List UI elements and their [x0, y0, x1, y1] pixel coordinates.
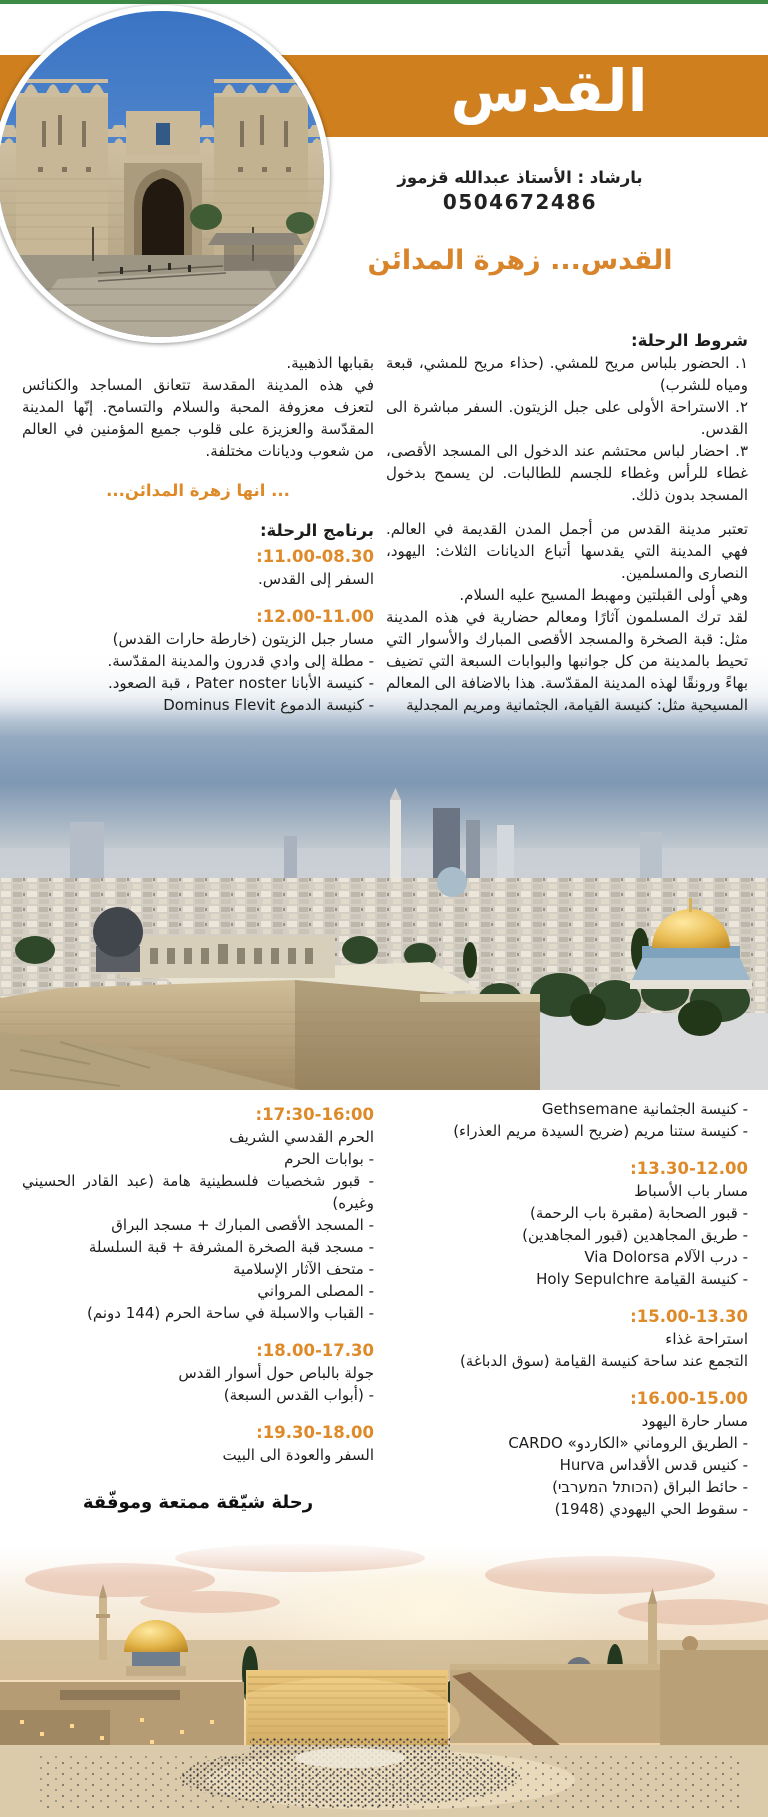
program-line: - متحف الآثار الإسلامية — [232, 1260, 374, 1278]
program-line: - الطريق الروماني «الكاردو» CARDO — [508, 1434, 748, 1452]
western-wall-photo — [0, 1540, 768, 1817]
conditions-heading: شروط الرحلة: — [631, 331, 748, 350]
condition-item: ٢. الاستراحة الأولى على جبل الزيتون. السفر مباشرة الى القدس. — [386, 398, 748, 438]
contact-block — [395, 168, 645, 214]
program-line: - كنيسة ستنا مريم (ضريح السيدة مريم العذراء) — [453, 1122, 748, 1140]
program-column — [22, 352, 374, 716]
program-line: مسار باب الأسباط — [634, 1182, 748, 1200]
program-line: التجمع عند ساحة كنيسة القيامة (سوق الدباغة) — [459, 1352, 748, 1370]
program-line: - مسجد قبة الصخرة المشرفة + قبة السلسلة — [88, 1238, 374, 1256]
segment-time: 11.00-08.30: — [256, 547, 374, 566]
segment-time: 13.30-12.00: — [630, 1159, 748, 1178]
segment-time: 19.30-18.00: — [256, 1423, 374, 1442]
program-line: - المسجد الأقصى المبارك + مسجد البراق — [111, 1216, 374, 1234]
program-line: - القباب والاسبلة في ساحة الحرم (144 دونم) — [87, 1304, 374, 1322]
program-column-lower-right — [386, 1098, 748, 1520]
program-line: - قبور الصحابة (مقبرة باب الرحمة) — [529, 1204, 748, 1222]
program-line: - كنيسة الأبانا Pater noster ، قبة الصعود. — [107, 674, 374, 692]
segment-time: 16.00-15.00: — [630, 1389, 748, 1408]
program-line: - سقوط الحي اليهودي (1948) — [554, 1500, 748, 1518]
page-title: القدس — [450, 57, 648, 125]
flower-of-cities-line: ... انها زهرة المدائن... — [106, 481, 290, 500]
about-paragraph: في هذه المدينة المقدسة تتعانق المساجد والكنائس لتعزف معزوفة المحبة والسلام والتسامح. إنّها المدينة المقدّسة والعزيزة على قلوب جميع المؤمنين في العالم من شعوب وديانات مختلفة. — [22, 376, 374, 460]
segment-time: 15.00-13.30: — [630, 1307, 748, 1326]
closing-wish-line: رحلة شيّقة ممتعة وموفّقة — [82, 1492, 314, 1513]
guide-name: بارشاد : الأستاذ عبدالله قزموز — [397, 168, 643, 187]
about-paragraph: وهي أولى القبلتين ومهبط المسيح عليه السلام. — [459, 586, 748, 604]
flyer-subtitle: القدس... زهرة المدائن — [367, 245, 673, 276]
program-line: استراحة غذاء — [665, 1330, 748, 1348]
about-paragraph: تعتبر مدينة القدس من أجمل المدن القديمة في العالم. فهي المدينة التي يقدسها أتباع الديانات الثلاث: اليهود، النصارى والمسلمين. — [386, 520, 748, 582]
segment-time: 17:30-16:00: — [255, 1105, 374, 1124]
about-paragraph: لقد ترك المسلمون آثارًا ومعالم حضارية في هذه المدينة مثل: قبة الصخرة والمسجد الأقصى المبارك والأسوار التي تحيط بالمدينة من كل جوانبها والبوابات السبعة التي تضيف بهاءً ورونقًا لهذه المدينة المقدّسة. هذا بالاضافة الى المعالم المسيحية مثل: كنيسة القيامة، الجثمانية ومريم المجدلية — [386, 608, 748, 714]
program-segment — [386, 1388, 748, 1520]
conditions-column — [386, 330, 748, 716]
program-line: الحرم القدسي الشريف — [229, 1128, 374, 1146]
program-line: - كنيسة الدموع Dominus Flevit — [163, 696, 374, 714]
program-line: - المصلى المرواني — [257, 1282, 374, 1300]
program-segment — [22, 546, 374, 590]
condition-item: ١. الحضور بلباس مريح للمشي. (حذاء مريح للمشي، قبعة ومياه للشرب) — [386, 354, 748, 394]
guide-phone: 0504672486 — [442, 190, 598, 214]
program-line: - بوابات الحرم — [284, 1150, 374, 1168]
damascus-gate-photo — [0, 5, 330, 343]
program-segment — [22, 1104, 374, 1324]
program-line: السفر والعودة الى البيت — [222, 1446, 374, 1464]
program-line: - درب الآلام Via Dolorsa — [584, 1248, 748, 1266]
program-column-lower-left — [22, 1104, 374, 1514]
program-line: - كنيس قدس الأقداس Hurva — [559, 1456, 748, 1474]
program-line: - طريق المجاهدين (قبور المجاهدين) — [522, 1226, 748, 1244]
program-segment — [386, 1158, 748, 1290]
program-line: جولة بالباص حول أسوار القدس — [178, 1364, 374, 1382]
program-line: مسار حارة اليهود — [641, 1412, 748, 1430]
top-green-stripe — [0, 0, 768, 4]
program-segment — [22, 1340, 374, 1406]
program-heading: برنامج الرحلة: — [259, 521, 374, 540]
program-segment — [22, 1422, 374, 1466]
program-line: مسار جبل الزيتون (خارطة حارات القدس) — [112, 630, 374, 648]
segment-time: 18.00-17.30: — [256, 1341, 374, 1360]
program-line: - (أبواب القدس السبعة) — [223, 1386, 374, 1404]
program-line: السفر إلى القدس. — [257, 570, 374, 588]
program-line: - كنيسة الجثمانية Gethsemane — [541, 1100, 748, 1118]
segment-time: 12.00-11.00: — [256, 607, 374, 626]
program-line: - حائط البراق (הכותל המערבי) — [552, 1478, 748, 1496]
condition-item: ٣. احضار لباس محتشم عند الدخول الى المسجد الأقصى، غطاء للرأس وغطاء للجسم للطالبات. لن يسمح بدخول المسجد بدون ذلك. — [386, 442, 748, 504]
program-segment — [386, 1306, 748, 1372]
about-continuation: بقبابها الذهبية. — [286, 354, 374, 372]
program-segment — [22, 606, 374, 716]
program-line: - كنيسة القيامة Holy Sepulchre — [536, 1270, 748, 1288]
program-line: - قبور شخصيات فلسطينية هامة (عبد القادر الحسيني وغيره) — [22, 1172, 374, 1212]
jerusalem-panorama-photo — [0, 650, 768, 1090]
program-line: - مطلة إلى وادي قدرون والمدينة المقدّسة. — [107, 652, 374, 670]
